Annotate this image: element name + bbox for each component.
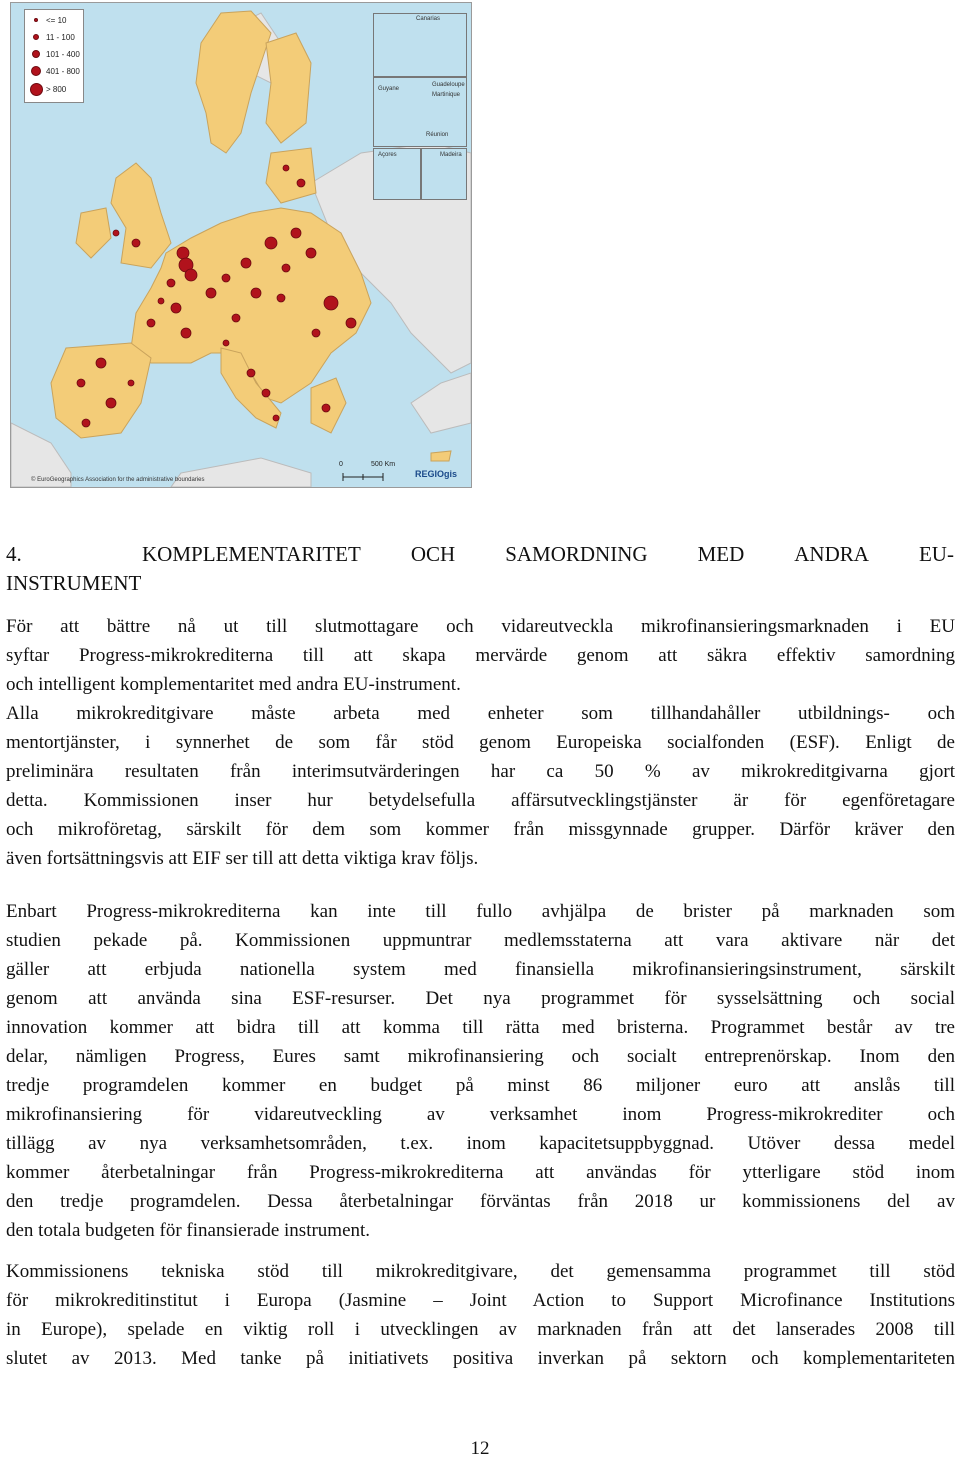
text-line: Alla mikrokreditgivare måste arbeta med enheter som tillhandahåller utbildnings- och — [6, 703, 955, 724]
inset-caribbean — [373, 77, 467, 147]
paragraph-2 — [6, 897, 955, 1245]
inset-madeira — [421, 148, 467, 200]
page-number: 12 — [470, 1438, 490, 1459]
text-line: Enbart Progress-mikrokrediterna kan inte till fullo avhjälpa de brister på marknaden som — [6, 901, 955, 922]
inset-label: Guyane — [378, 86, 400, 92]
legend-label: 101 - 400 — [46, 49, 80, 59]
heading-line-1 — [6, 540, 954, 569]
text-line: För att bättre nå ut till slutmottagare och vidareutveckla mikrofinansieringsmarknaden i EU — [6, 616, 955, 637]
legend-item — [29, 47, 80, 61]
dot-icon — [31, 66, 41, 76]
scale-label: 500 Km — [371, 461, 396, 468]
text-line: och mikroföretag, särskilt för dem som kommer från missgynnade grupper. Därför kräver den — [6, 819, 955, 840]
inset-label: Réunion — [426, 132, 449, 138]
text-line: Kommissionens tekniska stöd till mikrokreditgivare, det gemensamma programmet till stöd — [6, 1261, 955, 1282]
text-line: den totala budgeten för finansierade instrument. — [6, 1220, 371, 1241]
text-line: den tredje programdelen. Dessa återbetalningar förväntas från 2018 ur kommissionens del av — [6, 1191, 955, 1212]
inset-label: Canarias — [416, 16, 441, 22]
text-line: tillägg av nya verksamhetsområden, t.ex. inom kapacitetsuppbyggnad. Utöver dessa medel — [6, 1133, 955, 1154]
legend-label: <= 10 — [46, 15, 67, 25]
inset-label: Martinique — [432, 92, 461, 98]
text-line: innovation kommer att bidra till att komma till rätta med bristerna. Programmet består av tre — [6, 1017, 955, 1038]
text-line: mentortjänster, i synnerhet de som får stöd genom Europeiska socialfonden (ESF). Enligt de — [6, 732, 955, 753]
text-line: mikrofinansiering för vidareutveckling av verksamhet inom Progress-mikrokrediter och — [6, 1104, 955, 1125]
text-line: och intelligent komplementaritet med andra EU-instrument. — [6, 674, 461, 695]
heading-word: MED — [697, 542, 745, 566]
scale-bar — [343, 473, 383, 481]
legend-label: > 800 — [46, 84, 67, 94]
legend-label: 11 - 100 — [46, 32, 75, 42]
regio-logo: REGIOgis — [415, 469, 458, 479]
text-line: detta. Kommissionen inser hur betydelsefulla affärsutvecklingstjänster är för egenföretagare — [6, 790, 955, 811]
heading-word: EU- — [918, 542, 954, 566]
legend-item — [29, 64, 80, 78]
legend-item — [29, 13, 66, 27]
map-legend — [24, 9, 84, 103]
scale-zero: 0 — [339, 461, 343, 468]
dot-icon — [33, 34, 39, 40]
dot-icon — [30, 83, 43, 96]
section-heading — [6, 540, 954, 598]
text-line: in Europe), spelade en viktig roll i utvecklingen av marknaden från att det lanserades 2008 till — [6, 1319, 955, 1340]
legend-item — [29, 82, 66, 96]
text-line: preliminära resultaten från interimsutvärderingen har ca 50 % av mikrokreditgivarna gjort — [6, 761, 955, 782]
heading-word: KOMPLEMENTARITET — [142, 542, 361, 566]
legend-label: 401 - 800 — [46, 66, 80, 76]
text-line: gäller att erbjuda nationella system med finansiella mikrofinansieringsinstrument, särskilt — [6, 959, 955, 980]
text-line: slutet av 2013. Med tanke på initiativets positiva inverkan på sektorn och komplementariteten — [6, 1348, 955, 1369]
paragraph-3 — [6, 1257, 955, 1373]
inset-label: Madeira — [440, 152, 462, 158]
text-line: för mikrokreditinstitut i Europa (Jasmine – Joint Action to Support Microfinance Institutions — [6, 1290, 955, 1311]
heading-word: SAMORDNING — [505, 542, 648, 566]
inset-canarias — [373, 13, 467, 77]
map-copyright: © EuroGeographics Association for the administrative boundaries — [31, 477, 205, 483]
text-line: delar, nämligen Progress, Eures samt mikrofinansiering och socialt entreprenörskap. Inom den — [6, 1046, 955, 1067]
legend-item — [29, 30, 75, 44]
heading-word: ANDRA — [794, 542, 869, 566]
eu-microcredit-map — [10, 2, 472, 488]
dot-icon — [34, 18, 38, 22]
heading-line-2: INSTRUMENT — [6, 571, 142, 595]
text-line: även fortsättningsvis att EIF ser till att detta viktiga krav följs. — [6, 848, 479, 869]
inset-label: Açores — [378, 152, 397, 158]
heading-number: 4. — [6, 542, 22, 566]
dot-icon — [32, 50, 40, 58]
paragraph-1 — [6, 612, 955, 873]
text-line: genom att använda sina ESF-resurser. Det nya programmet för sysselsättning och social — [6, 988, 955, 1009]
text-line: tredje programdelen kommer en budget på minst 86 miljoner euro att anslås till — [6, 1075, 955, 1096]
inset-label: Guadeloupe — [432, 82, 465, 88]
text-line: kommer återbetalningar från Progress-mikrokrediterna att användas för ytterligare stöd inom — [6, 1162, 955, 1183]
inset-acores — [373, 148, 421, 200]
heading-word: OCH — [410, 542, 456, 566]
text-line: studien pekade på. Kommissionen uppmuntrar medlemsstaterna att vara aktivare när det — [6, 930, 955, 951]
text-line: syftar Progress-mikrokrediterna till att skapa mervärde genom att säkra effektiv samordning — [6, 645, 955, 666]
